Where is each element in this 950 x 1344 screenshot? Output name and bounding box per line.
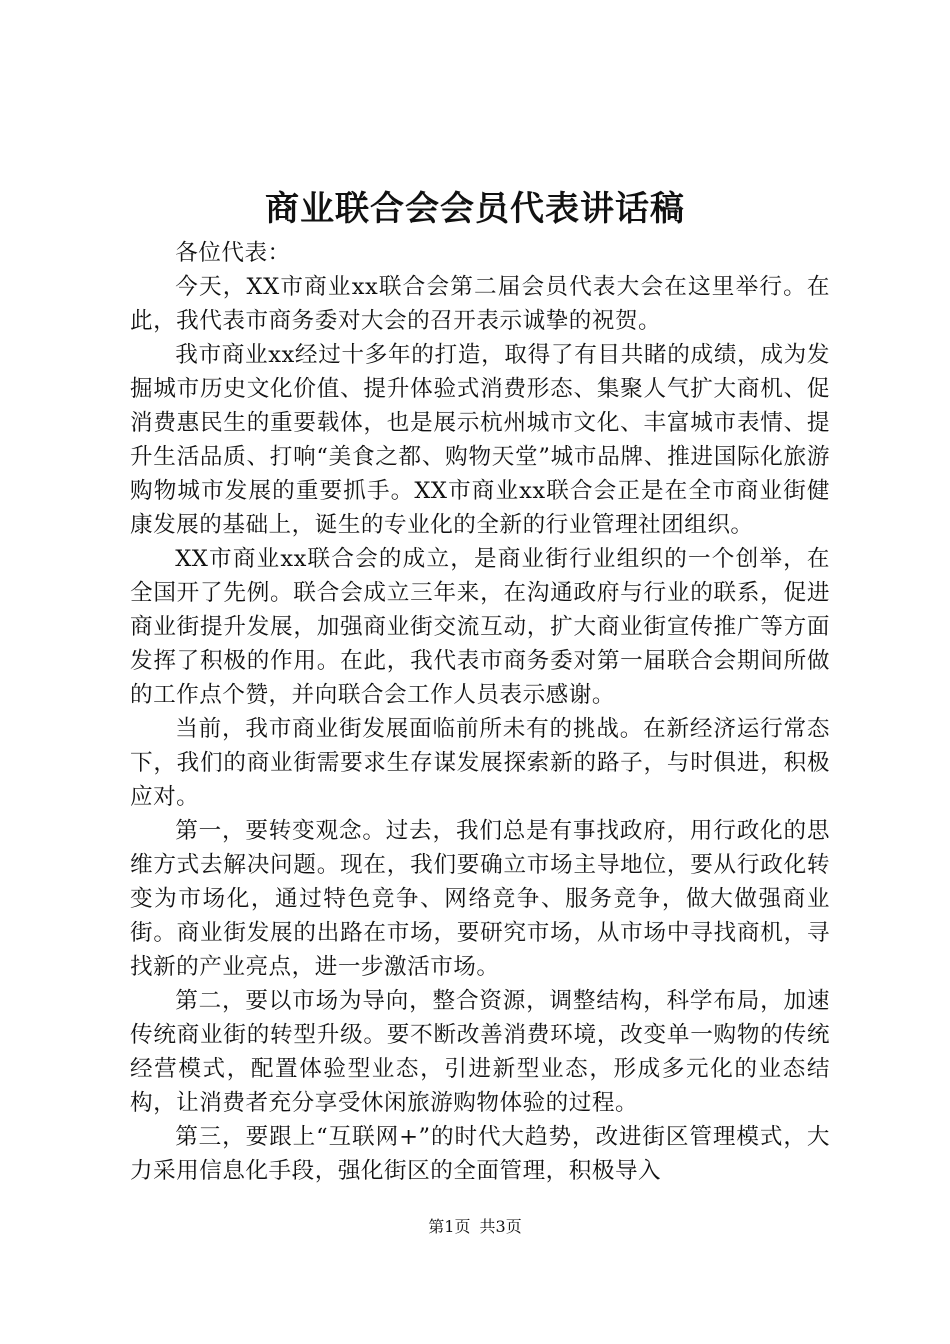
paragraph: 第一，要转变观念。过去，我们总是有事找政府，用行政化的思维方式去解决问题。现在，我们要确立市场主导地位，要从行政化转变为市场化，通过特色竞争、网络竞争、服务竞争，做大做强商业街。商业街发展的出路在市场，要研究市场，从市场中寻找商机，寻找新的产业亮点，进一步激活市场。: [130, 818, 830, 980]
paragraph: 第三，要跟上“互联网+”的时代大趋势，改进街区管理模式，大力采用信息化手段，强化街区的全面管理，积极导入: [130, 1124, 830, 1184]
salutation: 各位代表：: [175, 240, 291, 266]
paragraph: 当前，我市商业街发展面临前所未有的挑战。在新经济运行常态下，我们的商业街需要求生存谋发展探索新的路子，与时俱进，积极应对。: [130, 716, 830, 810]
paragraph: 今天，XX市商业xx联合会第二届会员代表大会在这里举行。在此，我代表市商务委对大会的召开表示诚挚的祝贺。: [130, 274, 830, 334]
document-body: [130, 236, 830, 1188]
page-number: 第1页: [428, 1217, 471, 1236]
paragraph: XX市商业xx联合会的成立，是商业街行业组织的一个创举，在全国开了先例。联合会成立三年来，在沟通政府与行业的联系，促进商业街提升发展，加强商业街交流互动，扩大商业街宣传推广等方面发挥了积极的作用。在此，我代表市商务委对第一届联合会期间所做的工作点个赞，并向联合会工作人员表示感谢。: [130, 546, 830, 708]
paragraph: 我市商业xx经过十多年的打造，取得了有目共睹的成绩，成为发掘城市历史文化价值、提升体验式消费形态、集聚人气扩大商机、促消费惠民生的重要载体，也是展示杭州城市文化、丰富城市表情、提升生活品质、打响“美食之都、购物天堂”城市品牌、推进国际化旅游购物城市发展的重要抓手。XX市商业xx联合会正是在全市商业街健康发展的基础上，诞生的专业化的全新的行业管理社团组织。: [130, 342, 830, 538]
page-footer: [0, 1216, 950, 1238]
page-total: 共3页: [479, 1217, 522, 1236]
paragraph: 第二，要以市场为导向，整合资源，调整结构，科学布局，加速传统商业街的转型升级。要不断改善消费环境，改变单一购物的传统经营模式，配置体验型业态，引进新型业态，形成多元化的业态结构，让消费者充分享受休闲旅游购物体验的过程。: [130, 988, 830, 1116]
document-title: 商业联合会会员代表讲话稿: [265, 189, 685, 229]
